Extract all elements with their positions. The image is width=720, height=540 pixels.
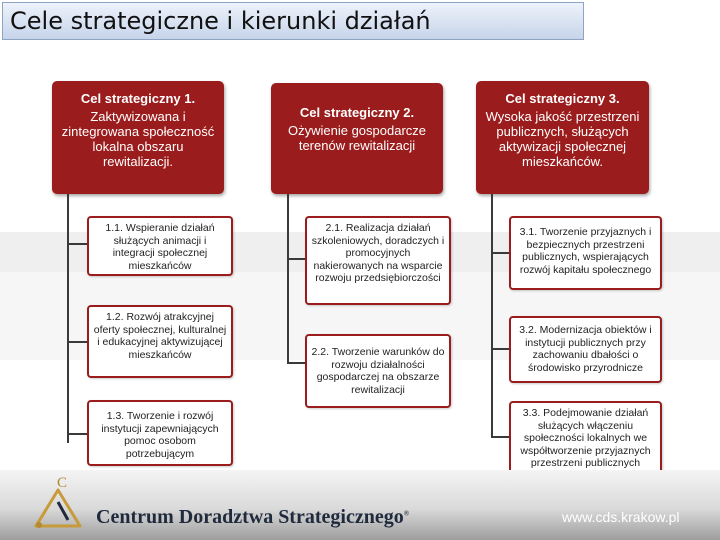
goal-heading: Cel strategiczny 3. (505, 91, 620, 106)
goal-heading: Cel strategiczny 1. (80, 91, 196, 106)
goal-box-1 (52, 81, 224, 194)
task-box-2-1: 2.1. Realizacja działań szkoleniowych, doradczych i promocyjnych nakierowanych na wsparcie rozwoju przedsiębiorczości (305, 216, 451, 305)
goal-text: Wysoka jakość przestrzeni publicznych, służących aktywizacji społecznej mieszkańców. (485, 109, 640, 169)
task-box-3-2: 3.2. Modernizacja obiektów i instytucji publicznych przy zachowaniu dbałości o środowisko przyrodnicze (509, 316, 662, 383)
task-box-3-1: 3.1. Tworzenie przyjaznych i bezpiecznych przestrzeni publicznych, wspierających rozwój kapitału społecznego (509, 216, 662, 290)
connector-line (67, 433, 87, 435)
goal-heading: Cel strategiczny 2. (299, 105, 415, 120)
connector-line (67, 194, 69, 443)
task-box-2-2: 2.2. Tworzenie warunków do rozwoju działalności gospodarczej na obszarze rewitalizacji (305, 334, 451, 408)
goal-box-2 (271, 83, 443, 194)
connector-line (67, 341, 87, 343)
connector-line (287, 258, 305, 260)
organization-name (96, 506, 409, 529)
goal-text: Zaktywizowana i zintegrowana społeczność lokalna obszaru rewitalizacji. (61, 109, 215, 169)
registered-mark: ® (403, 509, 409, 518)
task-box-1-2: 1.2. Rozwój atrakcyjnej oferty społecznej, kulturalnej i edukacyjnej aktywizującej mieszkańców (87, 305, 233, 378)
goal-box-3 (476, 81, 649, 194)
connector-line (67, 243, 87, 245)
footer-band (0, 470, 720, 540)
title-box (2, 2, 584, 40)
organization-label: Centrum Doradztwa Strategicznego (96, 506, 404, 528)
connector-line (491, 436, 509, 438)
connector-line (491, 348, 509, 350)
task-box-3-3: 3.3. Podejmowanie działań służących włączeniu społeczności lokalnych we współtworzenie przyjaznych przestrzeni publicznych (509, 401, 662, 474)
connector-line (491, 194, 493, 438)
task-box-1-1: 1.1. Wspieranie działań służących animacji i integracji społecznej mieszkańców (87, 216, 233, 276)
connector-line (287, 194, 289, 364)
cds-logo-icon (30, 472, 86, 532)
connector-line (287, 362, 305, 364)
page-title: Cele strategiczne i kierunki działań (10, 7, 431, 35)
logo-letter: C (57, 475, 68, 491)
task-box-1-3: 1.3. Tworzenie i rozwój instytucji zapewniających pomoc osobom potrzebującym (87, 400, 233, 466)
website-url: www.cds.krakow.pl (562, 509, 680, 525)
connector-line (491, 252, 509, 254)
goal-text: Ożywienie gospodarcze terenów rewitalizacji (287, 123, 427, 153)
